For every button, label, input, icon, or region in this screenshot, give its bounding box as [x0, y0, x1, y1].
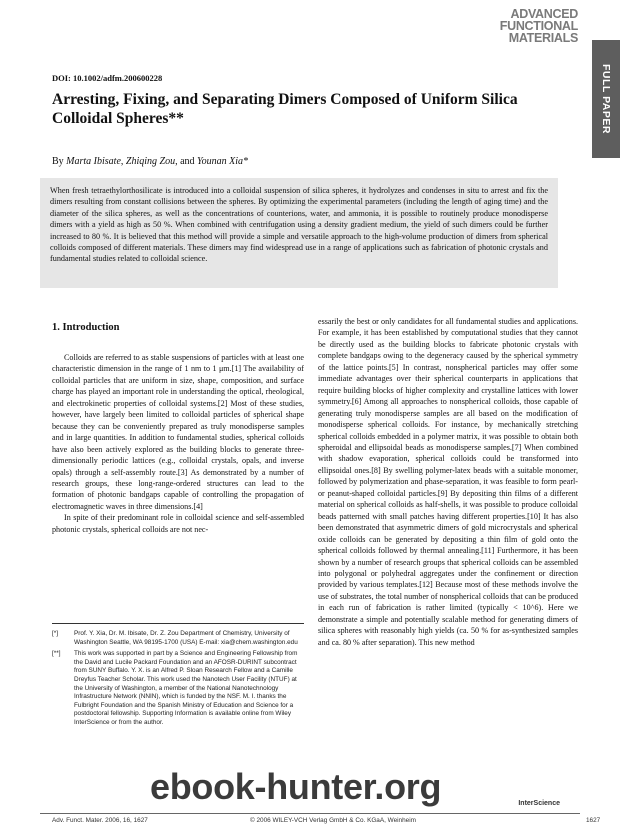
- section-tab-label: FULL PAPER: [600, 64, 612, 134]
- body-column-right: [318, 316, 578, 648]
- author-3: Younan Xia*: [197, 156, 249, 167]
- footnote-text: Prof. Y. Xia, Dr. M. Ibisate, Dr. Z. Zou Department of Chemistry, University of Washington Seattle, WA 98195-1700 (USA) E-mail: xia@chem.washington.edu: [74, 630, 298, 646]
- body-paragraph: essarily the best or only candidates for all fundamental studies and applications. For example, it has been established by computational studies that they cannot be directly used as the building blocks to fabricate photonic crystals with complete bandgaps owing to the degeneracy caused by the spherical symmetry of the lattice points.[5] In contrast, nonspherical particles may offer some immediate advantages over their spherical counterparts in applications that require building blocks of higher complexity and crystalline lattices with lower symmetry.[6] Among all approaches to nonspherical colloids, those capable of generating truly monodisperse samples are all based on the modification of monodisperse spherical colloids. For instance, by mechanically stretching spherical colloids embedded in a polymer matrix, it was possible to obtain both spheroidal and ellipsoidal beads as monodisperse samples.[7] When combined with shadow evaporation, spherical colloids could be transformed into ellipsoidal ones.[8] By swelling polymer-latex beads with a suitable monomer, followed by polymerization and phase-separation, it was feasible to form pearl- or peanut-shaped colloidal particles.[9] By depositing thin films of a different material on spherical colloids as half-shells, it was possible to produce colloidal beads patterned with small patches having different properties.[10] It has also been demonstrated that asymmetric dimers of gold microcrystals and spherical oxide colloids can be generated by depositing a thin film of gold onto the spherical colloids followed by thermal annealing.[11] Furthermore, it has been shown by a number of research groups that spherical colloids can be assembled into polygonal or polyhedral aggregates under the confinement or direction provided by various templates.[12] Because most of these methods involve the use of substrates, the total number of nonspherical colloids that can be produced in each run of fabrication is rather limited (typically < 10^6). Here we demonstrate a simple and potentially scalable method for generating dimers of silica spheres with reasonably high yields (ca. 50 % for as-synthesized samples and ca. 80 % after separation). This new method: [318, 317, 578, 647]
- footnote-divider: [52, 623, 304, 624]
- author-2: Zhiqing Zou: [125, 156, 176, 167]
- author-1: Marta Ibisate: [66, 156, 121, 167]
- body-paragraph: Colloids are referred to as stable suspensions of particles with at least one characteristic dimension in the range of 1 nm to 1 μm.[1] The availability of colloidal particles that are uniform in size, shape, composition, and surface charge has played an important role in understanding the optical, rheological, and electrokinetic properties of colloidal systems.[2] Most of these studies, however, have largely been limited to colloidal particles of spherical shape because they can be conveniently prepared as truly monodisperse samples and in large quantities. In addition to fundamental studies, spherical colloids have also been actively explored as the building blocks to generate three-dimensionally periodic lattices (e.g., colloidal crystals, opals, and inverse opals) through a self-assembly route.[3] As demonstrated by a number of research groups, these long-range-ordered structures can lead to the formation of photonic bandgaps capable of controlling the propagation of electromagnetic waves in three dimensions.[4]: [52, 353, 304, 511]
- footer-copyright: © 2006 WILEY-VCH Verlag GmbH & Co. KGaA, Weinheim: [250, 817, 416, 824]
- logo-line-2: FUNCTIONAL: [499, 19, 578, 33]
- footnote-text: This work was supported in part by a Science and Engineering Fellowship from the David and Lucile Packard Foundation and an AFOSR-DURINT subcontract from SUNY Buffalo. Y. X. is an Alfred P. Sloan Research Fellow and a Camille Dreyfus Teacher Scholar. This work used the Nanotech User Facility (NTUF) at the University of Washington, a member of the National Nanotechnology Infrastructure Network (NNIN), which is funded by the NSF. M. I. thanks the Fulbright Foundation and the Spanish Ministry of Education and Science for a postdoctoral fellowship. Supporting Information is available online from Wiley InterScience or from the author.: [74, 650, 298, 726]
- authors-sep-2: , and: [175, 156, 198, 167]
- footnote: [52, 630, 304, 647]
- doi[interactable]: DOI: 10.1002/adfm.200600228: [52, 73, 163, 83]
- article-title: Arresting, Fixing, and Separating Dimers Composed of Uniform Silica Colloidal Spheres**: [52, 91, 518, 127]
- publisher-logo: InterScience: [518, 800, 560, 807]
- journal-logo: [500, 8, 578, 44]
- logo-line-3: MATERIALS: [508, 31, 578, 45]
- footer-citation: Adv. Funct. Mater. 2006, 16, 1627: [52, 817, 148, 824]
- section-tab: [592, 40, 620, 158]
- body-paragraph: In spite of their predominant role in colloidal science and self-assembled photonic crystals, spherical colloids are not nec-: [52, 513, 304, 534]
- section-heading: 1. Introduction: [52, 322, 120, 333]
- author-list: [52, 156, 248, 167]
- page-number: 1627: [586, 817, 601, 824]
- watermark: ebook-hunter.org: [150, 766, 442, 807]
- footnote-mark: [**]: [52, 650, 61, 658]
- abstract: When fresh tetraethylorthosilicate is introduced into a colloidal suspension of silica spheres, it hydrolyzes and condenses in situ to arrest and fix the dimers resulting from constant collisions between the spheres. By optimizing the experimental parameters (including the length of aging time) and the diameter of the silica spheres, as well as the concentrations of counterions, water, and ammonia, it is possible to routinely produce monodisperse dimers with a yield as high as 50 %. When combined with centrifugation using a density gradient medium, the yield of such dimers could be further increased to 80 %. It is believed that this method will provide a simple and versatile approach to the high-volume production of dimers from spherical colloids composed of different materials. These dimers may find widespread use in a range of applications such as fabrication of photonic crystals and fundamental studies related to colloidal science.: [40, 178, 558, 288]
- footnote-mark: [*]: [52, 630, 59, 637]
- authors-sep-1: ,: [120, 156, 126, 167]
- footnotes: [52, 630, 304, 731]
- footer-divider: [40, 813, 580, 814]
- authors-prefix: By: [52, 156, 67, 167]
- footnote: [52, 650, 304, 727]
- logo-line-1: ADVANCED: [510, 7, 578, 21]
- body-column-left: [52, 352, 304, 535]
